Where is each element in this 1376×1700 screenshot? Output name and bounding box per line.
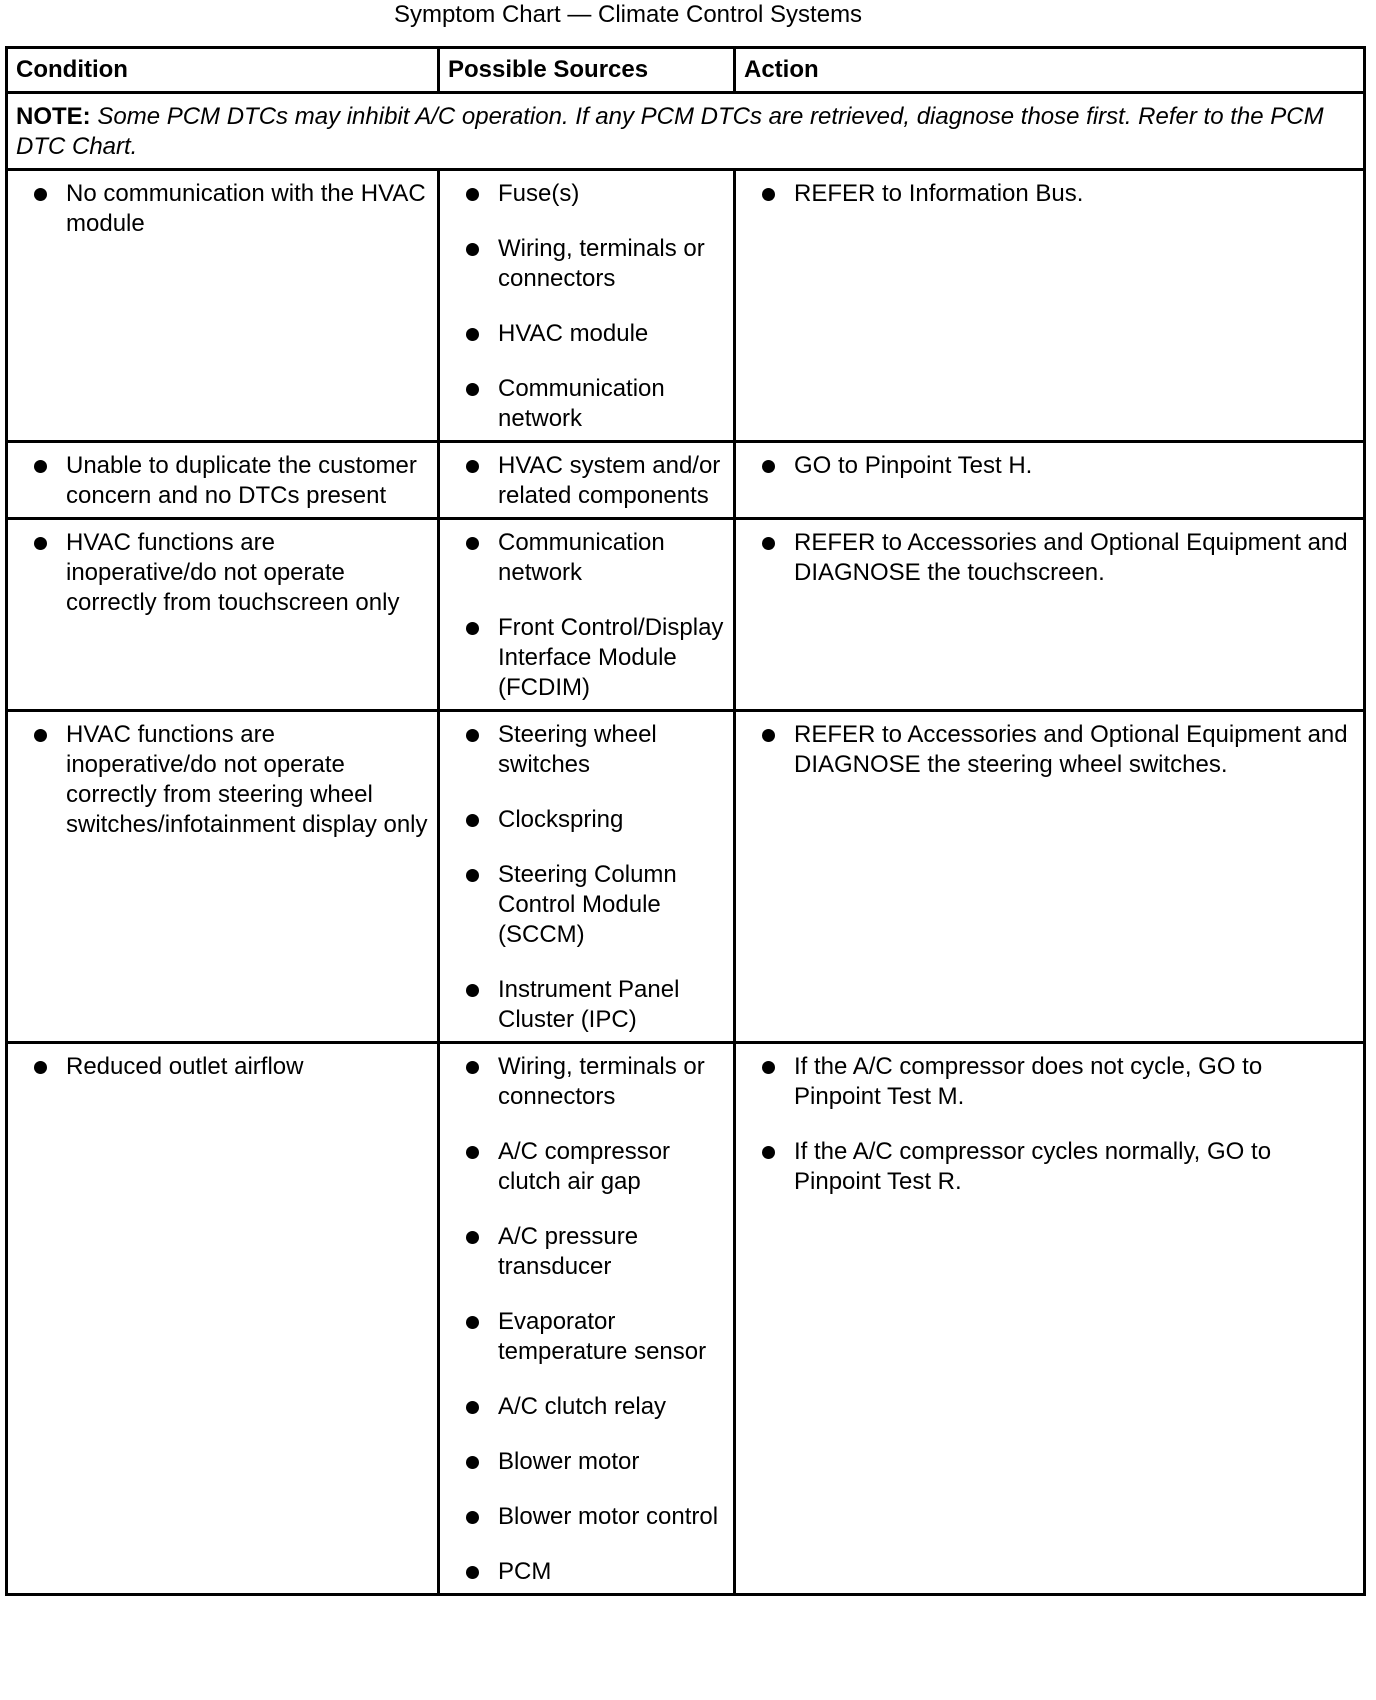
source-text: HVAC system and/or related components	[498, 452, 721, 509]
list-item	[744, 528, 1355, 588]
list-item	[16, 451, 429, 511]
source-text: Communication network	[498, 529, 665, 586]
condition-cell	[7, 170, 439, 442]
source-text: A/C clutch relay	[498, 1393, 667, 1420]
bullet-icon	[466, 1456, 479, 1469]
source-text: Evaporator temperature sensor	[498, 1308, 707, 1365]
bullet-icon	[466, 729, 479, 742]
list-item	[448, 374, 725, 434]
bullet-icon	[762, 188, 775, 201]
list-item	[448, 319, 725, 349]
table-row	[7, 442, 1365, 519]
bullet-icon	[466, 1566, 479, 1579]
list-item	[448, 1222, 725, 1282]
source-text: PCM	[498, 1558, 552, 1585]
action-text: If the A/C compressor cycles normally, GO to Pinpoint Test R.	[794, 1138, 1272, 1195]
condition-cell	[7, 711, 439, 1043]
bullet-icon	[466, 1231, 479, 1244]
table-row	[7, 519, 1365, 711]
list-item	[744, 1137, 1355, 1197]
action-text: REFER to Accessories and Optional Equipment and DIAGNOSE the touchscreen.	[794, 529, 1348, 586]
list-item	[744, 451, 1355, 481]
table-row	[7, 170, 1365, 442]
action-cell	[735, 170, 1365, 442]
note-cell	[7, 93, 1365, 170]
condition-cell	[7, 442, 439, 519]
bullet-icon	[762, 537, 775, 550]
bullet-icon	[466, 1511, 479, 1524]
symptom-chart-table	[5, 46, 1366, 1596]
note-text: Some PCM DTCs may inhibit A/C operation. If any PCM DTCs are retrieved, diagnose those first. Refer to the PCM DTC Chart.	[16, 103, 1324, 160]
list-item	[448, 1502, 725, 1532]
action-text: REFER to Accessories and Optional Equipment and DIAGNOSE the steering wheel switches.	[794, 721, 1348, 778]
bullet-icon	[762, 460, 775, 473]
list-item	[448, 720, 725, 780]
list-item	[16, 528, 429, 618]
list-item	[744, 1052, 1355, 1112]
sources-cell	[439, 442, 735, 519]
list-item	[16, 179, 429, 239]
list-item	[448, 1557, 725, 1587]
page-title: Symptom Chart — Climate Control Systems	[393, 1, 863, 28]
list-item	[448, 1392, 725, 1422]
sources-cell	[439, 711, 735, 1043]
column-header-action: Action	[735, 48, 1365, 93]
sources-cell	[439, 1043, 735, 1595]
list-item	[16, 720, 429, 840]
condition-cell	[7, 1043, 439, 1595]
bullet-icon	[466, 984, 479, 997]
action-cell	[735, 442, 1365, 519]
condition-text: Unable to duplicate the customer concern and no DTCs present	[66, 452, 417, 509]
sources-cell	[439, 170, 735, 442]
source-text: Blower motor	[498, 1448, 640, 1475]
list-item	[448, 975, 725, 1035]
bullet-icon	[34, 460, 47, 473]
list-item	[16, 1052, 429, 1082]
source-text: Blower motor control	[498, 1503, 719, 1530]
note-label: NOTE:	[16, 103, 91, 130]
action-text: GO to Pinpoint Test H.	[794, 452, 1033, 479]
bullet-icon	[34, 1061, 47, 1074]
bullet-icon	[762, 729, 775, 742]
action-cell	[735, 519, 1365, 711]
note-row	[7, 93, 1365, 170]
bullet-icon	[466, 1146, 479, 1159]
condition-text: No communication with the HVAC module	[66, 180, 426, 237]
column-header-condition: Condition	[7, 48, 439, 93]
list-item	[448, 860, 725, 950]
column-header-possible-sources: Possible Sources	[439, 48, 735, 93]
action-cell	[735, 1043, 1365, 1595]
list-item	[448, 1447, 725, 1477]
source-text: Wiring, terminals or connectors	[498, 1053, 705, 1110]
condition-text: Reduced outlet airflow	[66, 1053, 304, 1080]
list-item	[448, 1052, 725, 1112]
bullet-icon	[466, 1061, 479, 1074]
list-item	[744, 179, 1355, 209]
source-text: Steering Column Control Module (SCCM)	[498, 861, 677, 948]
sources-cell	[439, 519, 735, 711]
condition-text: HVAC functions are inoperative/do not operate correctly from steering wheel switches/infotainment display only	[66, 721, 428, 838]
list-item	[448, 234, 725, 294]
bullet-icon	[466, 243, 479, 256]
bullet-icon	[466, 328, 479, 341]
action-text: REFER to Information Bus.	[794, 180, 1084, 207]
bullet-icon	[762, 1146, 775, 1159]
list-item	[448, 805, 725, 835]
source-text: Steering wheel switches	[498, 721, 657, 778]
list-item	[448, 451, 725, 511]
list-item	[448, 179, 725, 209]
condition-text: HVAC functions are inoperative/do not operate correctly from touchscreen only	[66, 529, 400, 616]
action-cell	[735, 711, 1365, 1043]
source-text: Clockspring	[498, 806, 624, 833]
list-item	[448, 1307, 725, 1367]
list-item	[744, 720, 1355, 780]
list-item	[448, 1137, 725, 1197]
source-text: Front Control/Display Interface Module (FCDIM)	[498, 614, 724, 701]
bullet-icon	[466, 383, 479, 396]
source-text: Fuse(s)	[498, 180, 580, 207]
bullet-icon	[466, 537, 479, 550]
bullet-icon	[34, 729, 47, 742]
table-header-row	[7, 48, 1365, 93]
bullet-icon	[466, 1401, 479, 1414]
table-row	[7, 1043, 1365, 1595]
bullet-icon	[762, 1061, 775, 1074]
bullet-icon	[466, 1316, 479, 1329]
bullet-icon	[466, 814, 479, 827]
bullet-icon	[466, 460, 479, 473]
source-text: A/C compressor clutch air gap	[498, 1138, 671, 1195]
bullet-icon	[34, 188, 47, 201]
source-text: Instrument Panel Cluster (IPC)	[498, 976, 680, 1033]
action-text: If the A/C compressor does not cycle, GO to Pinpoint Test M.	[794, 1053, 1263, 1110]
table-row	[7, 711, 1365, 1043]
source-text: HVAC module	[498, 320, 649, 347]
bullet-icon	[466, 188, 479, 201]
source-text: Communication network	[498, 375, 665, 432]
bullet-icon	[466, 869, 479, 882]
bullet-icon	[466, 622, 479, 635]
list-item	[448, 528, 725, 588]
condition-cell	[7, 519, 439, 711]
source-text: Wiring, terminals or connectors	[498, 235, 705, 292]
bullet-icon	[34, 537, 47, 550]
list-item	[448, 613, 725, 703]
source-text: A/C pressure transducer	[498, 1223, 639, 1280]
